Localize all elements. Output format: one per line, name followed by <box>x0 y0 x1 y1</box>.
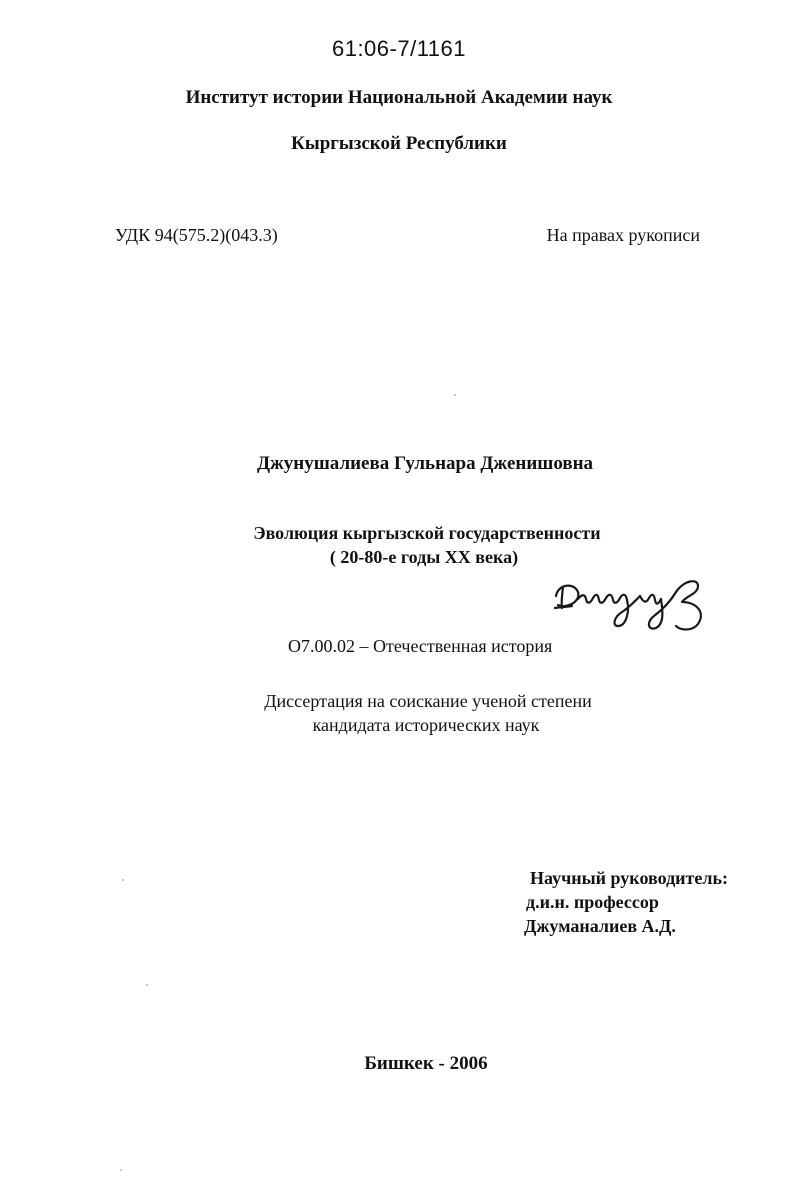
thesis-title-line-2: ( 20-80-е годы ХХ века) <box>329 547 519 567</box>
thesis-title-line-1: Эволюция кыргызской государственности <box>253 523 601 543</box>
degree-line-1: Диссертация на соискание ученой степени <box>264 691 592 711</box>
library-cipher: 61:06-7/1161 <box>331 36 467 61</box>
institute-name-line-2: Кыргызской Республики <box>291 133 507 154</box>
author-name: Джунушалиева Гульнара Дженишовна <box>256 453 594 474</box>
udk-code: УДК 94(575.2)(043.3) <box>115 225 278 245</box>
place-and-year: Бишкек - 2006 <box>364 1053 488 1074</box>
scan-speck <box>454 394 456 396</box>
scan-speck <box>120 1169 122 1171</box>
degree-line-2: кандидата исторических наук <box>312 715 540 735</box>
rights-notice: На правах рукописи <box>546 225 700 245</box>
institute-name-line-1: Институт истории Национальной Академии наук <box>185 87 613 108</box>
handwritten-signature <box>552 572 714 638</box>
supervisor-label: Научный руководитель: <box>530 868 728 888</box>
scan-speck <box>122 879 124 881</box>
supervisor-name: Джуманалиев А.Д. <box>524 916 676 936</box>
supervisor-degree: д.и.н. профессор <box>526 892 659 912</box>
specialty-code: О7.00.02 – Отечественная история <box>288 636 553 656</box>
scan-speck <box>146 984 148 986</box>
